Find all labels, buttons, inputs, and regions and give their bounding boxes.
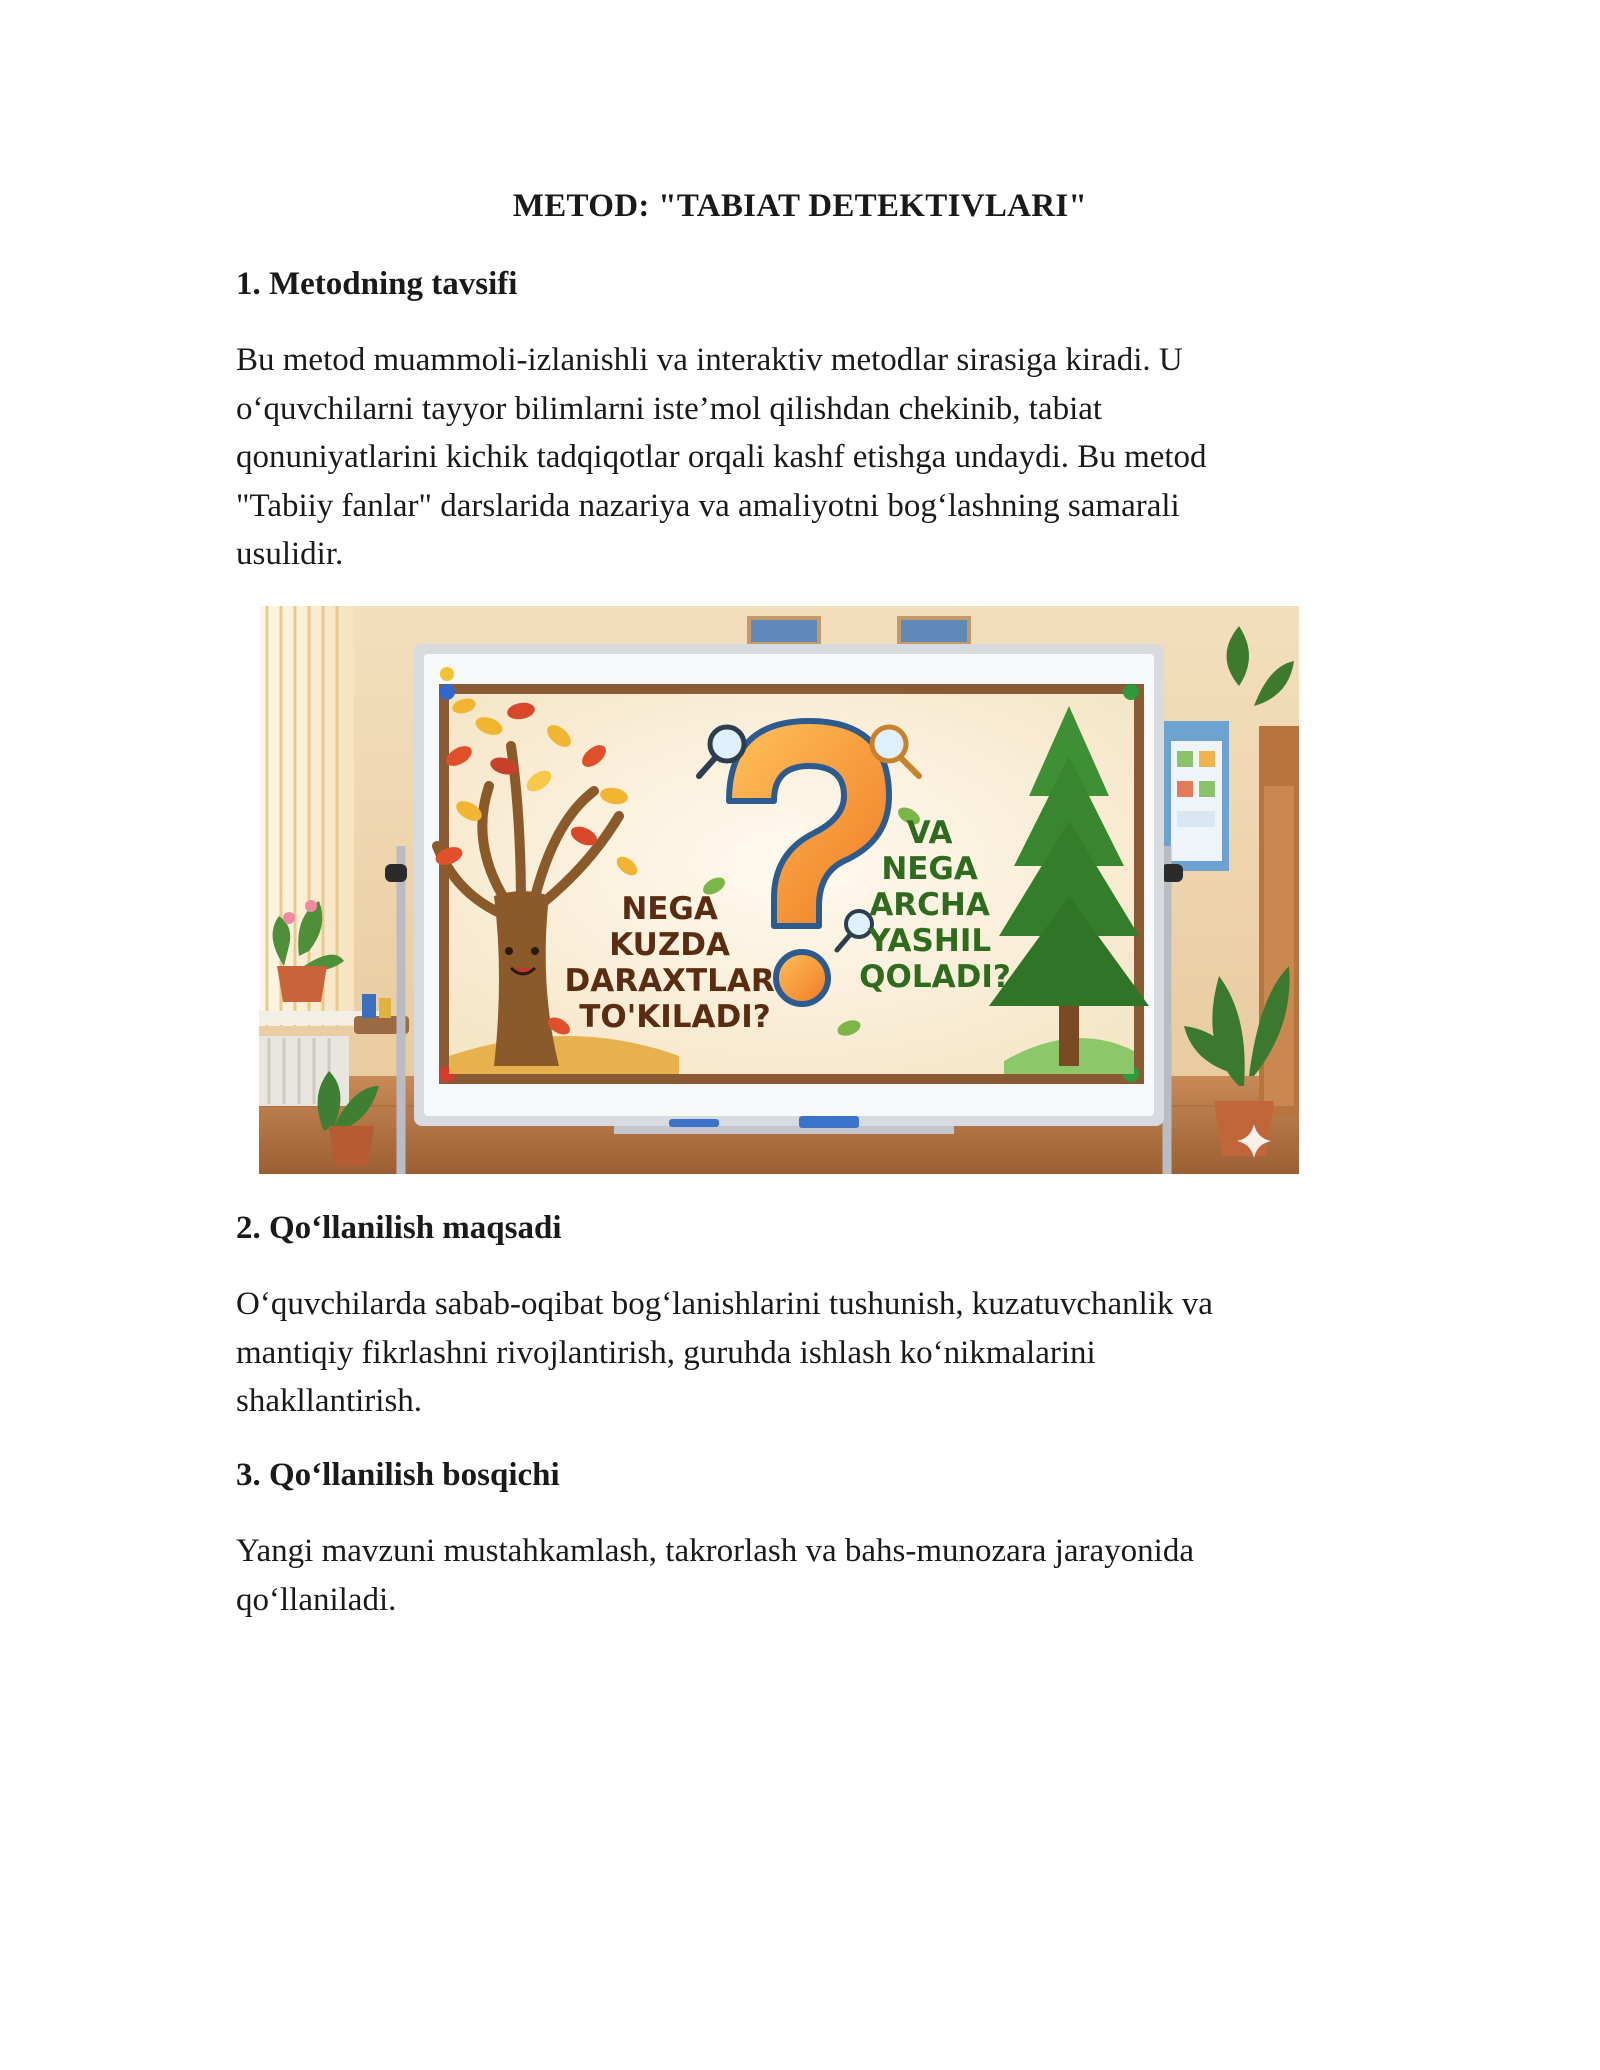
- left-question-line: TO'KILADI?: [579, 999, 771, 1035]
- right-question-line: VA: [906, 815, 953, 851]
- document-title: METOD: "TABIAT DETEKTIVLARI": [512, 188, 1088, 224]
- paragraph-line: mantiqiy fikrlashni rivojlantirish, guruhda ishlash ko‘nikmalarini: [236, 1334, 1096, 1371]
- left-question-line: KUZDA: [609, 927, 731, 963]
- right-question-line: ARCHA: [869, 887, 990, 923]
- left-question-line: NEGA: [621, 891, 718, 927]
- section-3-paragraph: [236, 1527, 1366, 1624]
- paragraph-line: usulidir.: [236, 536, 344, 572]
- paragraph-line: Bu metod muammoli-izlanishli va interaktiv metodlar sirasiga kiradi. U: [236, 342, 1183, 378]
- paragraph-line: O‘quvchilarda sabab-oqibat bog‘lanishlarini tushunish, kuzatuvchanlik va: [236, 1286, 1213, 1322]
- paragraph-line: "Tabiiy fanlar" darslarida nazariya va amaliyotni bog‘lashning samarali: [236, 487, 1180, 524]
- left-question-line: DARAXTLAR: [564, 963, 775, 999]
- paragraph-line: qonuniyatlarini kichik tadqiqotlar orqali kashf etishga undaydi. Bu metod: [236, 439, 1207, 475]
- paragraph-line: o‘quvchilarni tayyor bilimlarni iste’mol qilishdan chekinib, tabiat: [236, 390, 1103, 427]
- classroom-whiteboard-illustration: [259, 606, 1299, 1174]
- right-question-line: QOLADI?: [859, 959, 1011, 995]
- paragraph-line: Yangi mavzuni mustahkamlash, takrorlash va bahs-munozara jarayonida: [236, 1533, 1194, 1569]
- paragraph-line: qo‘llaniladi.: [236, 1581, 397, 1618]
- wall-poster: [1164, 721, 1229, 871]
- section-2-paragraph: [236, 1280, 1366, 1426]
- right-question-line: NEGA: [881, 851, 978, 887]
- section-1-paragraph: [236, 336, 1366, 579]
- section-3-heading: 3. Qo‘llanilish bosqichi: [236, 1457, 560, 1493]
- right-question-line: YASHIL: [868, 923, 992, 959]
- section-2-heading: 2. Qo‘llanilish maqsadi: [236, 1210, 562, 1246]
- paragraph-line: shakllantirish.: [236, 1383, 423, 1419]
- section-1-heading: 1. Metodning tavsifi: [236, 266, 518, 302]
